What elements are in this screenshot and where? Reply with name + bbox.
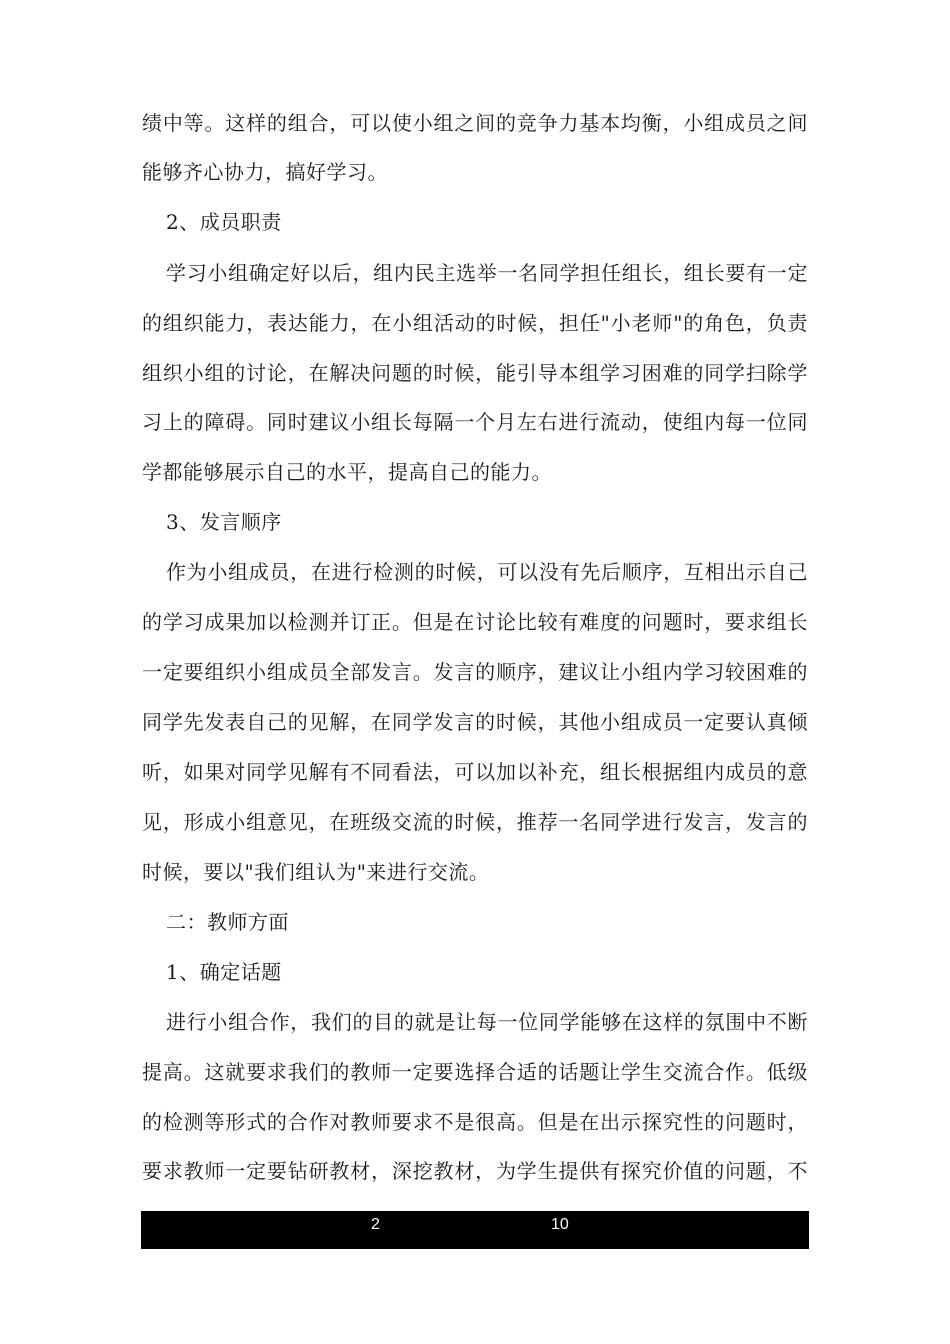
text-line: 绩中等。这样的组合，可以使小组之间的竞争力基本均衡，小组成员之间 — [142, 111, 808, 135]
text-line: 一定要组织小组成员全部发言。发言的顺序，建议让小组内学习较困难的 — [142, 660, 808, 684]
text-line: 进行小组合作，我们的目的就是让每一位同学能够在这样的氛围中不断 — [166, 1010, 808, 1034]
total-pages: 10 — [551, 1216, 569, 1233]
text-line: 听，如果对同学见解有不同看法，可以加以补充，组长根据组内成员的意 — [142, 760, 808, 784]
section-heading: 二：教师方面 — [166, 910, 289, 934]
section-heading: 2、成员职责 — [166, 210, 282, 234]
text-line: 学都能够展示自己的水平，提高自己的能力。 — [142, 460, 552, 484]
text-line: 组织小组的讨论，在解决问题的时候，能引导本组学习困难的同学扫除学 — [142, 361, 808, 385]
text-line: 要求教师一定要钻研教材，深挖教材，为学生提供有探究价值的问题，不 — [142, 1159, 808, 1183]
section-heading: 1、确定话题 — [166, 960, 282, 984]
text-line: 的组织能力，表达能力，在小组活动的时候，担任"小老师"的角色，负责 — [142, 311, 808, 335]
text-line: 学习小组确定好以后，组内民主选举一名同学担任组长，组长要有一定 — [166, 261, 808, 285]
text-line: 提高。这就要求我们的教师一定要选择合适的话题让学生交流合作。低级 — [142, 1060, 808, 1084]
text-line: 的学习成果加以检测并订正。但是在讨论比较有难度的问题时，要求组长 — [142, 610, 808, 634]
text-line: 同学先发表自己的见解，在同学发言的时候，其他小组成员一定要认真倾 — [142, 710, 808, 734]
text-line: 习上的障碍。同时建议小组长每隔一个月左右进行流动，使组内每一位同 — [142, 410, 808, 434]
text-line: 时候，要以"我们组认为"来进行交流。 — [142, 860, 490, 884]
page-footer-bar — [141, 1211, 809, 1249]
page-number: 2 — [371, 1216, 380, 1233]
section-heading: 3、发言顺序 — [166, 510, 282, 534]
text-line: 作为小组成员，在进行检测的时候，可以没有先后顺序，互相出示自己 — [166, 560, 808, 584]
text-line: 的检测等形式的合作对教师要求不是很高。但是在出示探究性的问题时， — [142, 1110, 808, 1134]
text-line: 见，形成小组意见，在班级交流的时候，推荐一名同学进行发言，发言的 — [142, 810, 808, 834]
text-line: 能够齐心协力，搞好学习。 — [142, 160, 388, 184]
